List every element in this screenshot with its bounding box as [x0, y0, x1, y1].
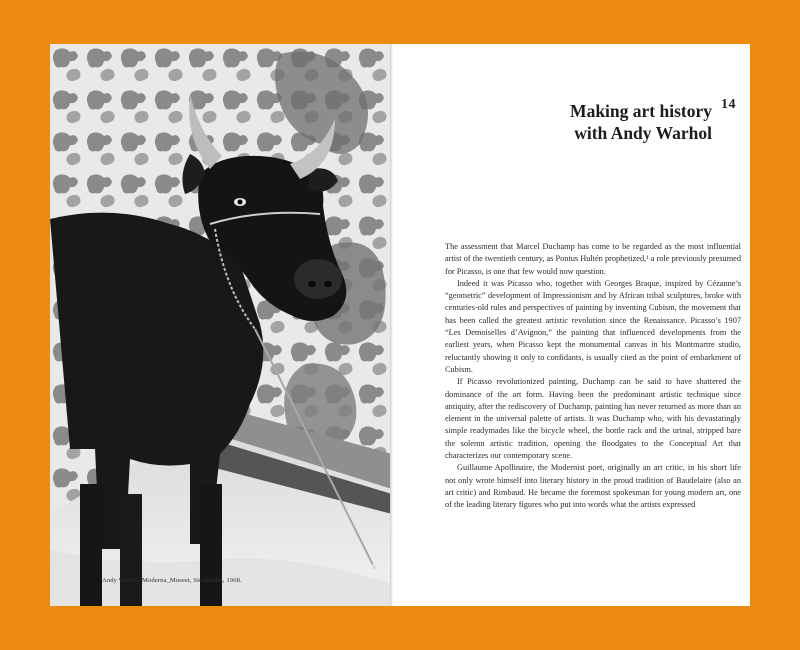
book-spread: [50, 44, 750, 606]
body-text: [445, 241, 741, 512]
paragraph: Indeed it was Picasso who, together with Georges Braque, inspired by Cézanne’s “geometric” development of Impressionism and by African tribal sculptures, broke with centuries-old rules and perspectives of painting by inventing Cubism, the movement that has been called the greatest artistic revolution since the Renaissance. Picasso’s 1907 “Les Demoiselles d’Avignon,” the painting that influenced developments from the earliest years, when Picasso kept the monumental canvas in his Montmartre studio, reluctantly showing it only to confidants, is usually cited as the point of embarkment of Cubism.: [445, 278, 741, 374]
paragraph: The assessment that Marcel Duchamp has come to be regarded as the most influential artist of the twentieth century, as Pontus Hultén prophetized,¹ a role previously presumed for Picasso, is one that few would now question.: [445, 242, 741, 276]
cow-photo-icon: [50, 44, 392, 606]
chapter-title-line-2: with Andy Warhol: [574, 123, 712, 143]
chapter-number: 14: [721, 97, 736, 112]
photo-caption: Andy Warhol, Moderna_Museet, Stockholm, 1968.: [102, 577, 242, 584]
paragraph: Guillaume Apollinaire, the Modernist poet, originally an art critic, in his short life not only wrote himself into literary history in the proud tradition of Baudelaire (also an art critic) and Rimbaud. He became the foremost spokesman for young modern art, one of the leading literary figures who put into words what the artists expressed: [445, 463, 741, 510]
photo-page: [50, 44, 392, 606]
text-page: [393, 44, 750, 606]
paragraph: If Picasso revolutionized painting, Duchamp can be said to have shattered the dominance of the art form. Having been the predominant artistic technique since antiquity, after the rediscovery of Duchamp, painting has never returned as more than an element in the universal palette of artists. It was Duchamp who, with his devastatingly simple readymades like the bicycle wheel, the bottle rack and the urinal, stripped bare the solemn artistic tradition, opening the floodgates to the Conceptual Art that characterizes our contemporary scene.: [445, 377, 741, 461]
chapter-title-line-1: Making art history: [570, 101, 712, 121]
chapter-title: [570, 100, 712, 144]
